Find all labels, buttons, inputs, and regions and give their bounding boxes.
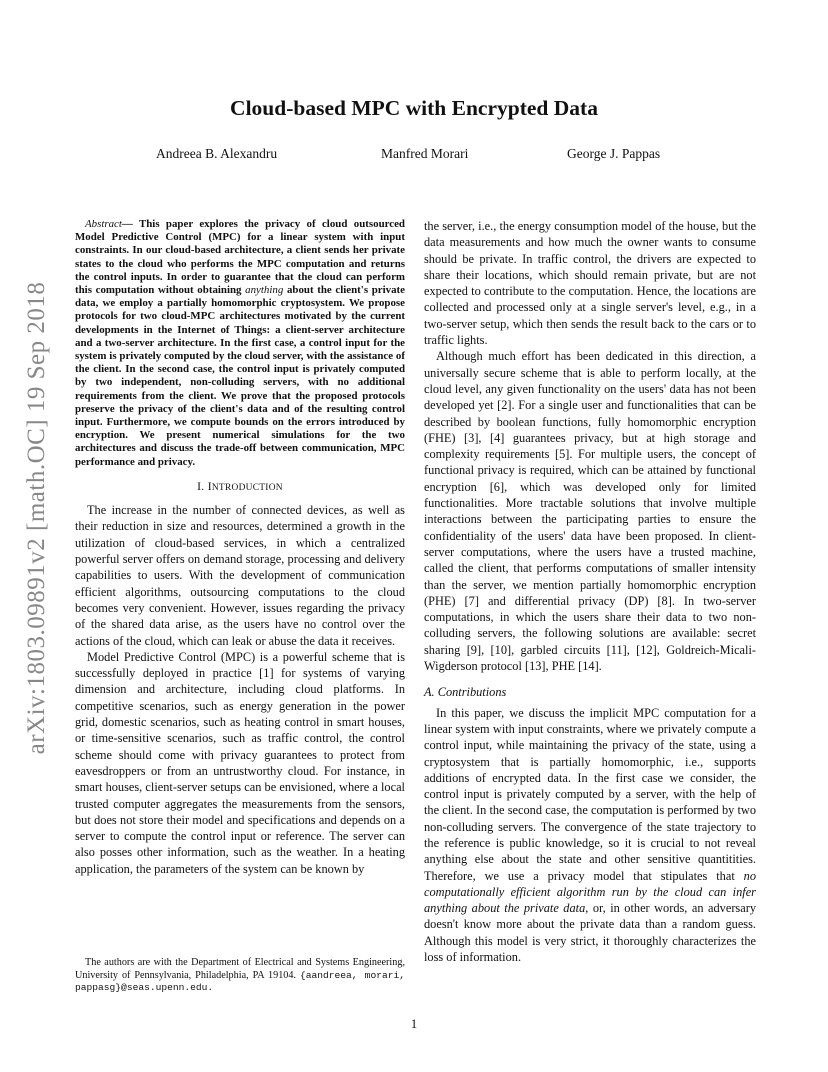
abstract: Abstract— This paper explores the privacy of cloud outsourced Model Predictive Control (MPC) for a linear system with input constraints. In our cloud-based architecture, a client sends her private states to the cloud who performs the MPC computation and returns the control inputs. In order to guarantee that the cloud can perform this computation without obtaining anything about the client's private data, we employ a partially homomorphic cryptosystem. We propose protocols for two cloud-MPC architectures motivated by the current developments in the Internet of Things: a client-server architecture and a two-server architecture. In the first case, a control input for the system is privately computed by the cloud server, with the assistance of the client. In the second case, the control input is privately computed by two independent, non-colluding servers, with no additional requirements from the client. We prove that the proposed protocols preserve the privacy of the client's data and of the resulting control input. Furthermore, we compute bounds on the errors introduced by encryption. We present numerical simulations for the two architectures and discuss the trade-off between communication, MPC performance and privacy.	[75, 218, 405, 468]
page-number: 1	[410, 1017, 418, 1031]
privacy-definition: no computationally efficient algorithm run by the cloud can infer anything about the private data	[424, 868, 756, 916]
arxiv-stamp	[22, 268, 52, 768]
paragraph: The increase in the number of connected devices, as well as their reduction in size and resources, determined a growth in the utilization of cloud-based services, in which a centralized powerful server offers on demand storage, processing and delivery capabilities to users. With the development of communication efficient algorithms, outsourcing computations to the cloud becomes very convenient. However, issues regarding the privacy of the shared data arise, as the users have no control over the actions of the cloud, which can leak or abuse the data it receives.	[75, 503, 405, 648]
paper-title: Cloud-based MPC with Encrypted Data	[230, 96, 598, 120]
abstract-label: Abstract	[85, 218, 122, 230]
paragraph: Model Predictive Control (MPC) is a powerful scheme that is successfully deployed in practice [1] for systems of varying dimension and architecture, including cloud platforms. In competitive scenarios, such as energy generation in the power grid, domestic scenarios, such as heating control in smart houses, or time-sensitive scenarios, such as traffic control, the control scheme should come with privacy guarantees to protect from eavesdroppers or from an untrustworthy cloud. For instance, in smart houses, client-server setups can be envisioned, where a local trusted computer aggregates the measurements from the sensors, but does not store their model and specifications and depends on a server to compute the control input or reference. The server can also posses other information, such as the weather. In a heating application, the parameters of the system can be known by	[75, 649, 405, 876]
abstract-emphasis: anything	[245, 284, 284, 297]
left-column	[75, 218, 405, 877]
right-column	[424, 218, 756, 965]
footnote: The authors are with the Department of Electrical and Systems Engineering, University of Pennsylvania, Philadelphia, PA 19104. {aandreea, morari, pappasg}@seas.upenn.edu.	[75, 957, 405, 994]
subsection-heading: A. Contributions	[424, 685, 507, 700]
paragraph: Although much effort has been dedicated in this direction, a universally secure scheme that is able to perform locally, at the cloud level, any given functionality on the users' data has not been developed yet [2]. For a single user and functionalities that can be described by boolean functions, fully homomorphic encryption (FHE) [3], [4] guarantees privacy, but at high storage and complexity requirements [5]. For multiple users, the concept of functional privacy is required, which can be attained by functional encryption [6], which was developed only for limited functionalities. More tractable solutions that involve multiple interactions between the participating parties to ensure the confidentiality of the users' data have been proposed. In client-server computations, where the users have a trusted machine, called the client, that performs computations of smaller intensity than the server, we mention partially homomorphic encryption (PHE) [7] and differential privacy (DP) [8]. In two-server computations, in which the users share their data to two non-colluding servers, the following solutions are available: secret sharing [9], [10], garbled circuits [11], [12], Goldreich-Micali-Wigderson protocol [13], PHE [14].	[424, 349, 756, 674]
author-name: Manfred Morari	[381, 146, 469, 161]
paragraph: the server, i.e., the energy consumption model of the house, but the data measurements and how much the owner wants to consume should be private. In traffic control, the drivers are expected to share their locations, which should remain private, but are not expected to contribute to the computation. Hence, the locations are collected and processed only at a single server's level, e.g., in a two-server setup, which then sends the result back to the cars or to traffic lights.	[424, 219, 756, 348]
author-name: Andreea B. Alexandru	[156, 146, 278, 161]
author-name: George J. Pappas	[567, 146, 661, 161]
arxiv-stamp-text: arXiv:1803.09891v2 [math.OC] 19 Sep 2018	[23, 281, 50, 755]
author-list	[0, 146, 828, 166]
section-heading: I. INTRODUCTION	[197, 479, 283, 493]
paragraph: In this paper, we discuss the implicit MPC computation for a linear system with input constraints, where we privately compute a control input, while maintaining the privacy of the state, using a cryptosystem that is partially homomorphic, i.e., supports additions of encrypted data. In the first case we consider, the control input is privately computed by a server, with the help of the client. In the second case, the computation is performed by two non-colluding servers. The convergence of the state trajectory to the reference is public knowledge, so it is crucial to not reveal anything else about the state and other sensitive quantitities. Therefore, we use a privacy model that stipulates that no computationally efficient algorithm run by the cloud can infer anything about the private data, or, in other words, an adversary doesn't know more about the private data than a random guess. Although this model is very strict, it thoroughly characterizes the loss of information.	[424, 705, 756, 965]
author-emails: {aandreea, morari, pappasg}@seas.upenn.edu.	[75, 969, 405, 994]
